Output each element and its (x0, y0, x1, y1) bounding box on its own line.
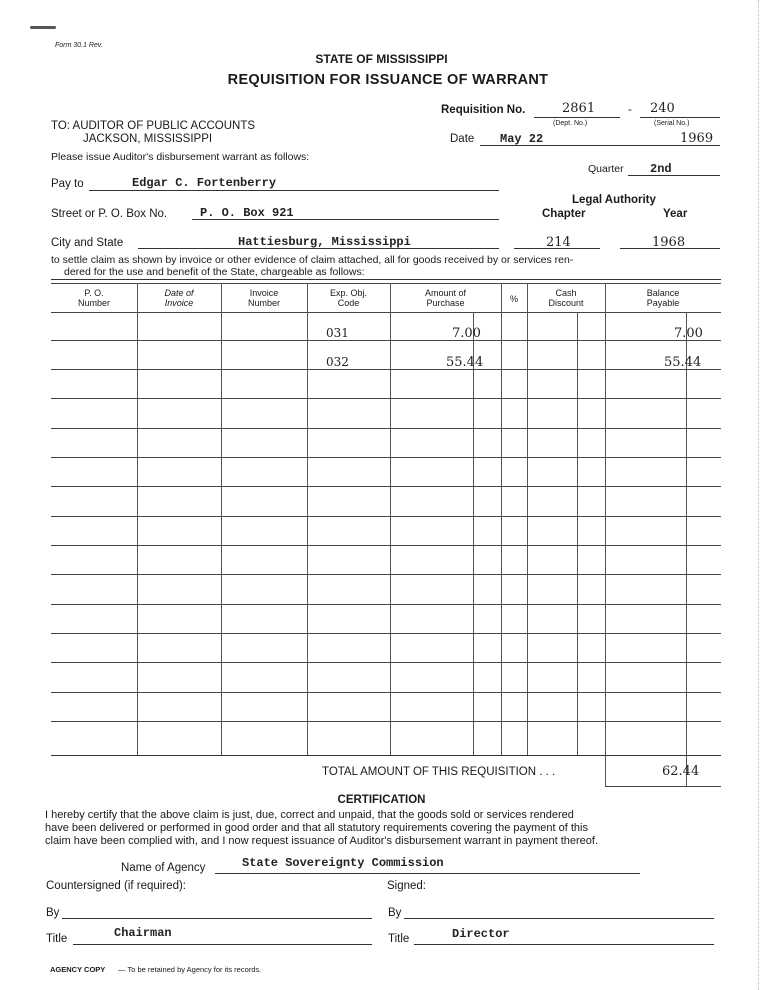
requisition-label: Requisition No. (441, 104, 526, 116)
col-header-percent: % (509, 294, 518, 304)
title-left-label: Title (46, 933, 68, 945)
settle-text-2: dered for the use and benefit of the State, chargeable as follows: (64, 266, 365, 278)
year-value: 1968 (652, 235, 686, 250)
certification-line-1: I hereby certify that the above claim is just, due, correct and unpaid, that the goods sold or services rendered (45, 809, 574, 821)
serial-number: 240 (650, 101, 675, 116)
year-label: Year (663, 208, 688, 220)
agency-value: State Sovereignty Commission (242, 856, 444, 870)
quarter-value: 2nd (650, 162, 672, 176)
table-row-1-amount: 7.00 (452, 326, 481, 341)
col-header-cash-discount: Cash Discount (548, 288, 584, 308)
agency-label: Name of Agency (121, 862, 206, 874)
table-row-2-amount: 55.44 (446, 355, 484, 370)
state-heading: STATE OF MISSISSIPPI (315, 52, 448, 66)
footer-note: — To be retained by Agency for its records. (118, 965, 262, 974)
street-label: Street or P. O. Box No. (51, 208, 168, 220)
signed-label: Signed: (387, 880, 427, 892)
certification-line-2: have been delivered or performed in good order and that all statutory requirements covering the payment of this (45, 822, 588, 834)
col-header-exp-obj-code: Exp. Obj. Code (329, 288, 367, 308)
city-label: City and State (51, 237, 124, 249)
table-row-2-code: 032 (326, 355, 349, 369)
form-title: REQUISITION FOR ISSUANCE OF WARRANT (227, 72, 549, 88)
to-line-2: JACKSON, MISSISSIPPI (83, 133, 213, 145)
title-right-label: Title (388, 933, 410, 945)
serial-caption: (Serial No.) (654, 120, 690, 127)
requisition-dash: - (628, 104, 632, 116)
certification-title: CERTIFICATION (337, 794, 426, 806)
table-row-1-code: 031 (326, 326, 349, 340)
countersigned-label: Countersigned (if required): (46, 880, 186, 892)
certification-line-3: claim have been complied with, and I now request issuance of Auditor's disbursement warrant in payment thereof. (45, 835, 599, 847)
chapter-value: 214 (546, 235, 571, 250)
chapter-label: Chapter (542, 208, 586, 220)
total-value: 62.44 (662, 764, 700, 779)
pay-to-value: Edgar C. Fortenberry (132, 176, 277, 190)
form-number: Form 30.1 Rev. (55, 42, 103, 49)
edge-mark (758, 0, 759, 990)
corner-mark (30, 26, 56, 29)
street-value: P. O. Box 921 (200, 206, 294, 220)
instruction-text: Please issue Auditor's disbursement warrant as follows: (51, 151, 310, 163)
quarter-label: Quarter (588, 163, 624, 175)
total-label: TOTAL AMOUNT OF THIS REQUISITION . . . (322, 766, 556, 778)
col-header-invoice-number: Invoice Number (247, 288, 280, 308)
pay-to-label: Pay to (51, 178, 84, 190)
col-header-amount-of-purchase: Amount of Purchase (424, 288, 467, 308)
settle-text-1: to settle claim as shown by invoice or other evidence of claim attached, all for goods received by or services ren- (51, 254, 574, 266)
to-line-1: TO: AUDITOR OF PUBLIC ACCOUNTS (51, 120, 256, 132)
table-row-1-balance: 7.00 (674, 326, 703, 341)
col-header-po-number: P. O. Number (77, 288, 110, 308)
table-row-2-balance: 55.44 (664, 355, 702, 370)
date-label: Date (450, 133, 475, 145)
by-left-label: By (46, 907, 60, 919)
city-value: Hattiesburg, Mississippi (238, 235, 411, 249)
dept-caption: (Dept. No.) (553, 120, 588, 127)
by-right-label: By (388, 907, 402, 919)
date-year: 1969 (680, 131, 714, 146)
date-value: May 22 (500, 132, 544, 146)
title-right-value: Director (452, 927, 510, 941)
title-left-value: Chairman (114, 926, 172, 940)
dept-number: 2861 (562, 101, 596, 116)
col-header-balance-payable: Balance Payable (646, 288, 680, 308)
legal-authority-title: Legal Authority (572, 194, 656, 206)
col-header-date-of-invoice: Date of Invoice (164, 288, 194, 308)
footer-agency-copy: AGENCY COPY (50, 965, 106, 974)
